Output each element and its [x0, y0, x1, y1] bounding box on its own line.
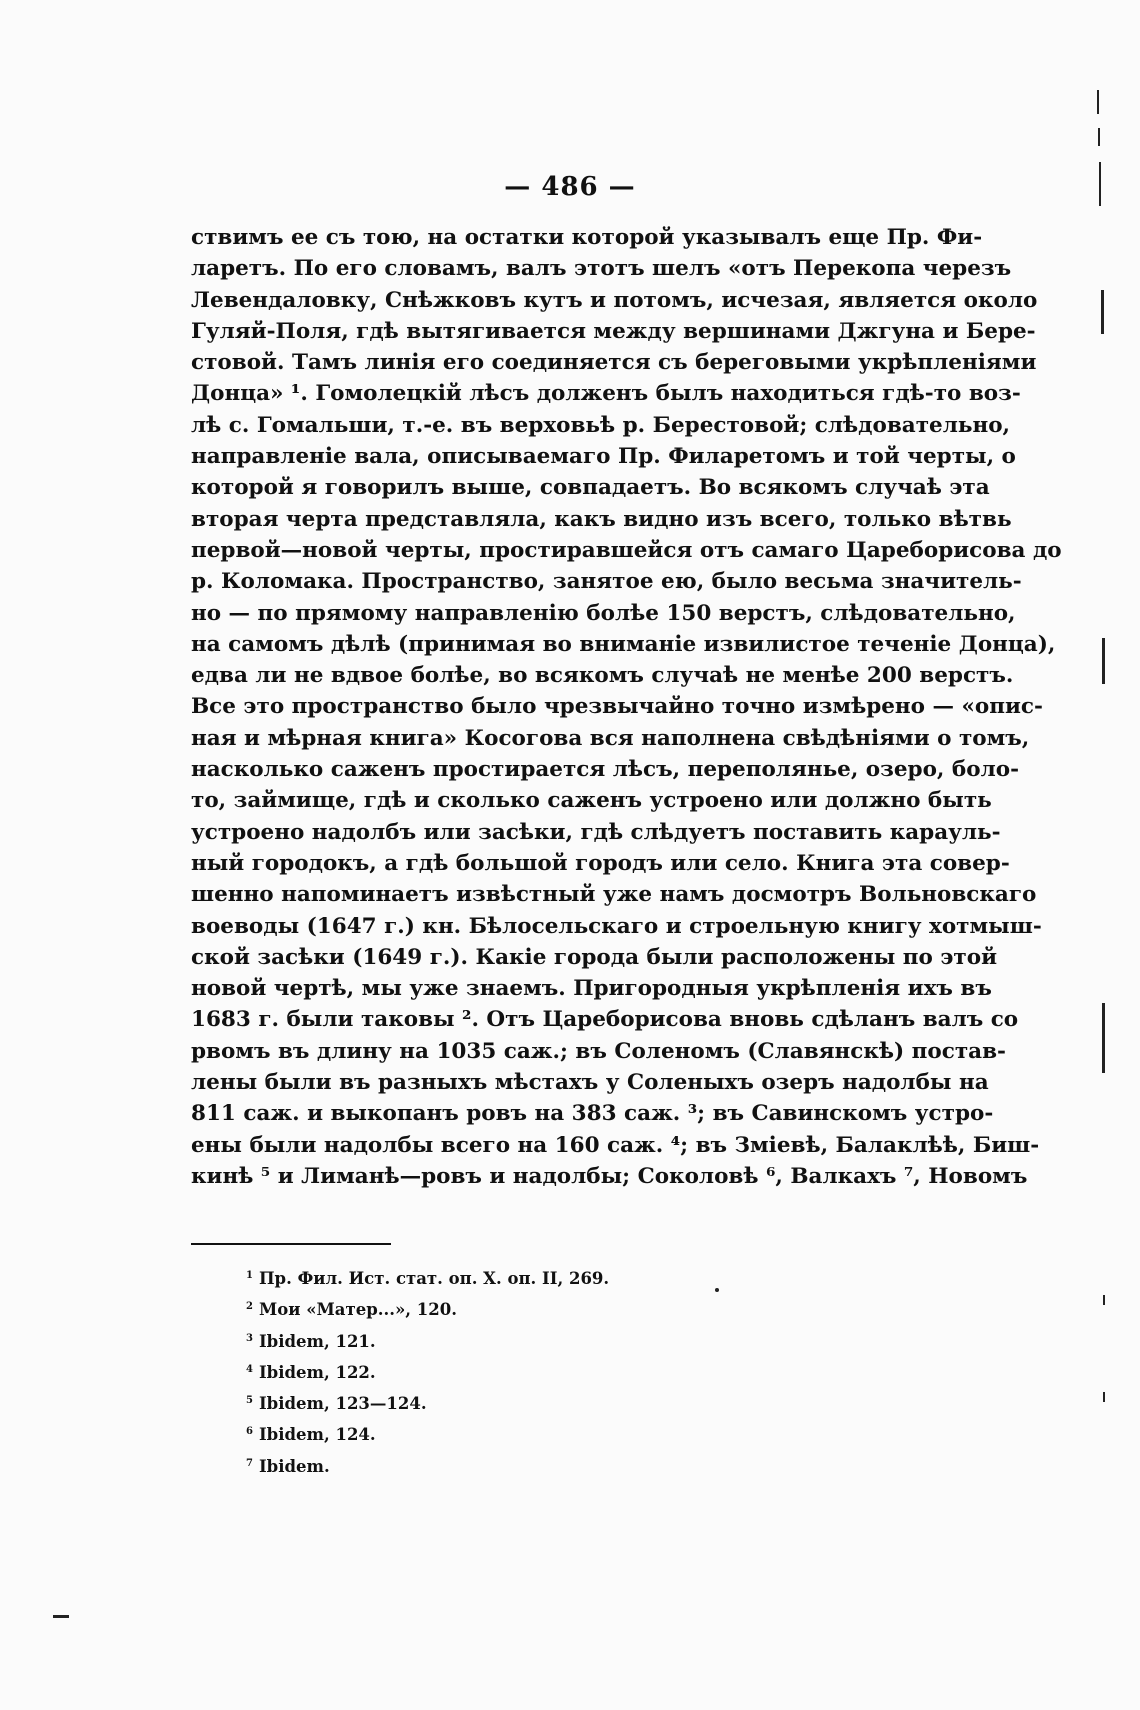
- text-line: рвомъ въ длину на 1035 саж.; въ Соленомъ (Славянскѣ) постав-: [191, 1038, 1006, 1064]
- scan-mark: [1102, 638, 1105, 684]
- footnote-mark: 7: [246, 1457, 253, 1469]
- footnote-mark: 1: [246, 1270, 253, 1281]
- text-line: ены были надолбы всего на 160 саж. ⁴; въ Зміевѣ, Балаклѣѣ, Биш-: [191, 1132, 1040, 1158]
- text-line: едва ли не вдвое болѣе, во всякомъ случаѣ не менѣе 200 верстъ.: [191, 663, 1014, 689]
- text-line: Донца» ¹. Гомолецкій лѣсъ долженъ былъ находиться гдѣ-то воз-: [191, 381, 1021, 407]
- text-line: на самомъ дѣлѣ (принимая во вниманіе извилистое теченіе Донца),: [191, 631, 1056, 657]
- text-line: направленіе вала, описываемаго Пр. Филаретомъ и той черты, о: [191, 444, 1016, 470]
- text-line: лѣ с. Гомальши, т.-е. въ верховьѣ р. Берестовой; слѣдовательно,: [191, 412, 1011, 438]
- footnote-text: Мои «Матер...», 120.: [258, 1300, 457, 1320]
- text-line: воеводы (1647 г.) кн. Бѣлосельскаго и строельную книгу хотмыш-: [191, 913, 1042, 939]
- scan-mark: [715, 1288, 719, 1292]
- footnote-mark: 2: [246, 1301, 253, 1313]
- text-line: 1683 г. были таковы ². Отъ Цареборисова вновь сдѣланъ валъ со: [191, 1007, 1019, 1033]
- footnote-mark: 6: [246, 1426, 253, 1438]
- footnote-mark: 4: [246, 1363, 253, 1375]
- footnote: [246, 1418, 846, 1449]
- footnote: [246, 1325, 846, 1356]
- text-line: то, займище, гдѣ и сколько саженъ устроено или должно быть: [191, 788, 992, 814]
- footnote-mark: 3: [246, 1332, 253, 1344]
- scan-mark: [1101, 290, 1104, 334]
- scan-mark: [1098, 128, 1100, 146]
- text-line: устроено надолбъ или засѣки, гдѣ слѣдуетъ поставить карауль-: [191, 819, 1001, 845]
- text-line: кинѣ ⁵ и Лиманѣ—ровъ и надолбы; Соколовѣ ⁶, Валкахъ ⁷, Новомъ: [191, 1163, 1028, 1189]
- footnote: [246, 1387, 846, 1418]
- page-number: — 486 —: [504, 172, 636, 202]
- scan-mark: [1103, 1295, 1105, 1305]
- footnote: [246, 1262, 846, 1293]
- scan-mark: [1097, 90, 1099, 114]
- text-line: ларетъ. По его словамъ, валъ этотъ шелъ «отъ Перекопа черезъ: [191, 256, 1012, 282]
- body-text: [191, 222, 1062, 1192]
- footnote: [246, 1450, 846, 1481]
- footnote-text: Ibidem, 121.: [258, 1331, 376, 1351]
- scan-mark: [1099, 162, 1101, 206]
- text-line: Гуляй-Поля, гдѣ вытягивается между вершинами Джгуна и Бере-: [191, 318, 1036, 344]
- text-line: стовой. Тамъ линія его соединяется съ береговыми укрѣпленіями: [191, 350, 1037, 376]
- text-line: лены были въ разныхъ мѣстахъ у Соленыхъ озеръ надолбы на: [191, 1070, 989, 1096]
- text-line: новой чертѣ, мы уже знаемъ. Пригородныя укрѣпленія ихъ въ: [191, 976, 992, 1002]
- footnote-mark: 5: [246, 1395, 253, 1407]
- footnote-separator: [191, 1243, 391, 1245]
- text-line: ствимъ ее съ тою, на остатки которой указывалъ еще Пр. Фи-: [191, 225, 983, 250]
- scan-mark: [1103, 1392, 1105, 1402]
- text-line: ской засѣки (1649 г.). Какіе города были расположены по этой: [191, 944, 998, 970]
- footnote: [246, 1293, 846, 1324]
- text-line: Все это пространство было чрезвычайно точно измѣрено — «опис-: [191, 694, 1043, 720]
- footnote-text: Ibidem, 122.: [258, 1362, 376, 1382]
- footnote-text: Ibidem.: [258, 1456, 330, 1476]
- footnote: [246, 1356, 846, 1387]
- footnote-text: Пр. Фил. Ист. стат. оп. X. оп. II, 269.: [258, 1269, 610, 1288]
- text-line: насколько саженъ простирается лѣсъ, переполянье, озеро, боло-: [191, 757, 1019, 783]
- text-line: вторая черта представляла, какъ видно изъ всего, только вѣтвь: [191, 506, 1012, 532]
- text-line: ный городокъ, а гдѣ большой городъ или село. Книга эта совер-: [191, 850, 1010, 876]
- text-line: которой я говорилъ выше, совпадаетъ. Во всякомъ случаѣ эта: [191, 475, 990, 501]
- text-line: 811 саж. и выкопанъ ровъ на 383 саж. ³; въ Савинскомъ устро-: [191, 1101, 994, 1127]
- text-line: Левендаловку, Снѣжковъ кутъ и потомъ, исчезая, является около: [191, 287, 1038, 313]
- text-line: шенно напоминаетъ извѣстный уже намъ досмотръ Вольновскаго: [191, 882, 1037, 908]
- scan-mark: [1102, 1003, 1105, 1073]
- text-line: ная и мѣрная книга» Косогова вся наполнена свѣдѣніями о томъ,: [191, 725, 1030, 751]
- footnote-text: Ibidem, 123—124.: [258, 1394, 427, 1414]
- footnotes: [246, 1262, 846, 1481]
- text-line: р. Коломака. Пространство, занятое ею, было весьма значитель-: [191, 569, 1022, 595]
- text-line: первой—новой черты, простиравшейся отъ самаго Цареборисова до: [191, 537, 1062, 563]
- footnote-text: Ibidem, 124.: [258, 1425, 376, 1445]
- scan-mark: [53, 1615, 69, 1618]
- text-line: но — по прямому направленію болѣе 150 верстъ, слѣдовательно,: [191, 600, 1016, 626]
